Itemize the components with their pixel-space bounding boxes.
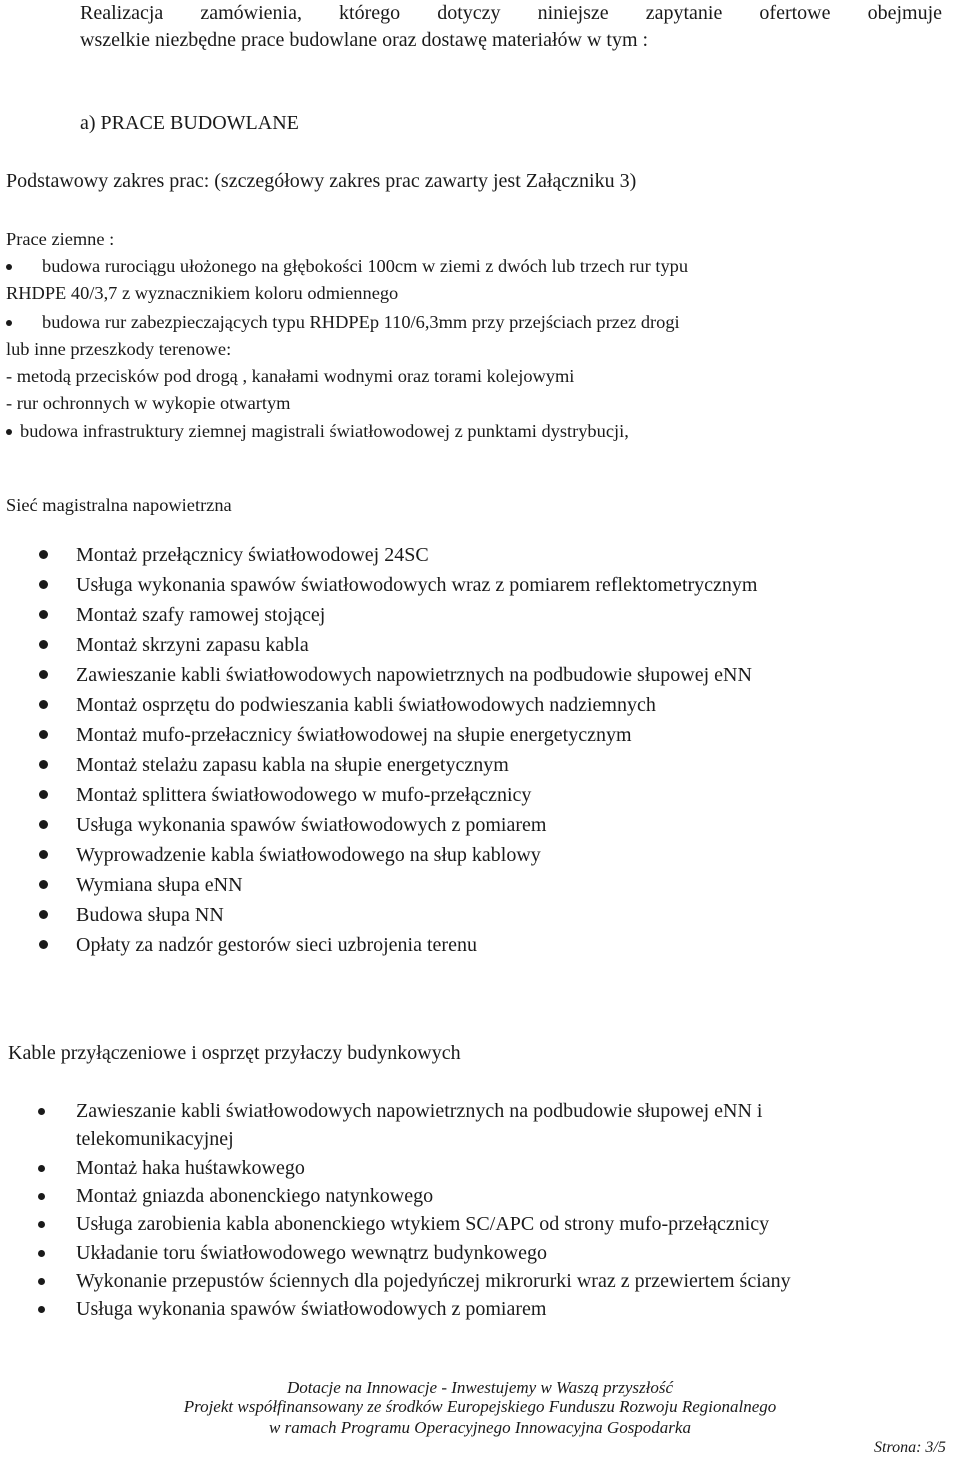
- footer-line-2: [0, 1397, 960, 1417]
- bullet-icon: [38, 1165, 45, 1172]
- bullet-icon: [38, 1108, 45, 1115]
- siec-item: Usługa wykonania spawów światłowodowych z pomiarem: [76, 814, 547, 836]
- pz-item-2-line-1: budowa rur zabezpieczających typu RHDPEp 110/6,3mm przy przejściach przez drogi: [42, 312, 680, 332]
- bullet-icon: [39, 880, 48, 889]
- bullet-icon: [38, 1306, 45, 1313]
- bullet-icon: [6, 264, 12, 270]
- bullet-icon: [38, 1278, 45, 1285]
- siec-item: Wyprowadzenie kabla światłowodowego na słup kablowy: [76, 844, 541, 866]
- bullet-icon: [39, 850, 48, 859]
- kable-item: Usługa wykonania spawów światłowodowych z pomiarem: [76, 1298, 547, 1320]
- page-number: Strona: 3/5: [874, 1439, 946, 1456]
- siec-item: Montaż splittera światłowodowego w mufo-przełącznicy: [76, 784, 532, 806]
- bullet-icon: [39, 700, 48, 709]
- bullet-icon: [38, 1221, 45, 1228]
- bullet-icon: [39, 670, 48, 679]
- pz-item-1-line-1: budowa rurociągu ułożonego na głębokości 100cm w ziemi z dwóch lub trzech rur typu: [42, 256, 689, 276]
- footer-line-2-text: Projekt współfinansowany ze środków Europejskiego Funduszu Rozwoju Regionalnego: [183, 1397, 777, 1416]
- bullet-icon: [39, 790, 48, 799]
- section-a-heading: a) PRACE BUDOWLANE: [80, 112, 299, 134]
- bullet-icon: [39, 580, 48, 589]
- bullet-icon: [39, 760, 48, 769]
- bullet-icon: [39, 940, 48, 949]
- pz-dash-1: - metodą przecisków pod drogą , kanałami wodnymi oraz torami kolejowymi: [6, 366, 575, 386]
- pz-item-3: budowa infrastruktury ziemnej magistrali światłowodowej z punktami dystrybucji,: [20, 421, 629, 441]
- bullet-icon: [38, 1193, 45, 1200]
- siec-item: Montaż stelażu zapasu kabla na słupie energetycznym: [76, 754, 509, 776]
- footer-line-3: [0, 1418, 960, 1438]
- footer-line-1: [0, 1378, 960, 1398]
- bullet-icon: [39, 820, 48, 829]
- siec-item: Budowa słupa NN: [76, 904, 224, 926]
- kable-item: Wykonanie przepustów ściennych dla pojedyńczej mikrorurki wraz z przewiertem ściany: [76, 1269, 791, 1292]
- siec-item: Wymiana słupa eNN: [76, 874, 243, 896]
- siec-item: Zawieszanie kabli światłowodowych napowietrznych na podbudowie słupowej eNN: [76, 664, 752, 686]
- bullet-icon: [39, 640, 48, 649]
- kable-item: Montaż gniazda abonenckiego natynkowego: [76, 1185, 434, 1208]
- kable-item: Układanie toru światłowodowego wewnątrz budynkowego: [76, 1241, 547, 1264]
- siec-item: Montaż szafy ramowej stojącej: [76, 604, 326, 626]
- siec-item: Montaż mufo-przełacznicy światłowodowej na słupie energetycznym: [76, 724, 632, 746]
- pz-item-2-line-2: lub inne przeszkody terenowe:: [6, 339, 232, 359]
- pz-item-1-line-2: RHDPE 40/3,7 z wyznacznikiem koloru odmiennego: [6, 283, 399, 303]
- scope-line: Podstawowy zakres prac: (szczegółowy zakres prac zawarty jest Załączniku 3): [6, 170, 637, 192]
- kable-item-1-line-1: Zawieszanie kabli światłowodowych napowietrznych na podbudowie słupowej eNN i: [76, 1100, 763, 1122]
- kable-item-1-line-2: telekomunikacyjnej: [76, 1128, 234, 1150]
- siec-item: Opłaty za nadzór gestorów sieci uzbrojenia terenu: [76, 934, 477, 956]
- bullet-icon: [39, 910, 48, 919]
- siec-item: Montaż osprzętu do podwieszania kabli światłowodowych nadziemnych: [76, 694, 656, 716]
- footer-line-3-text: w ramach Programu Operacyjnego Innowacyjna Gospodarka: [269, 1418, 691, 1437]
- bullet-icon: [39, 730, 48, 739]
- kable-item: Montaż haka huśtawkowego: [76, 1157, 305, 1179]
- intro-line-2: wszelkie niezbędne prace budowlane oraz dostawę materiałów w tym :: [80, 29, 649, 51]
- siec-item: Usługa wykonania spawów światłowodowych wraz z pomiarem reflektometrycznym: [76, 574, 758, 596]
- bullet-icon: [39, 550, 48, 559]
- siec-item: Montaż przełącznicy światłowodowej 24SC: [76, 544, 429, 566]
- kable-item: Usługa zarobienia kabla abonenckiego wtykiem SC/APC od strony mufo-przełącznicy: [76, 1213, 770, 1236]
- bullet-icon: [39, 610, 48, 619]
- footer-line-1-text: Dotacje na Innowacje - Inwestujemy w Waszą przyszłość: [286, 1378, 674, 1397]
- siec-item: Montaż skrzyni zapasu kabla: [76, 634, 309, 656]
- pz-dash-2: - rur ochronnych w wykopie otwartym: [6, 393, 291, 413]
- intro-line-1: Realizacja zamówienia, którego dotyczy niniejsze zapytanie ofertowe obejmuje: [80, 2, 942, 24]
- bullet-icon: [6, 429, 12, 435]
- bullet-icon: [38, 1250, 45, 1257]
- kable-heading: Kable przyłączeniowe i osprzęt przyłaczy budynkowych: [8, 1042, 461, 1064]
- prace-ziemne-heading: Prace ziemne :: [6, 229, 115, 249]
- siec-heading: Sieć magistralna napowietrzna: [6, 495, 232, 515]
- bullet-icon: [6, 320, 12, 326]
